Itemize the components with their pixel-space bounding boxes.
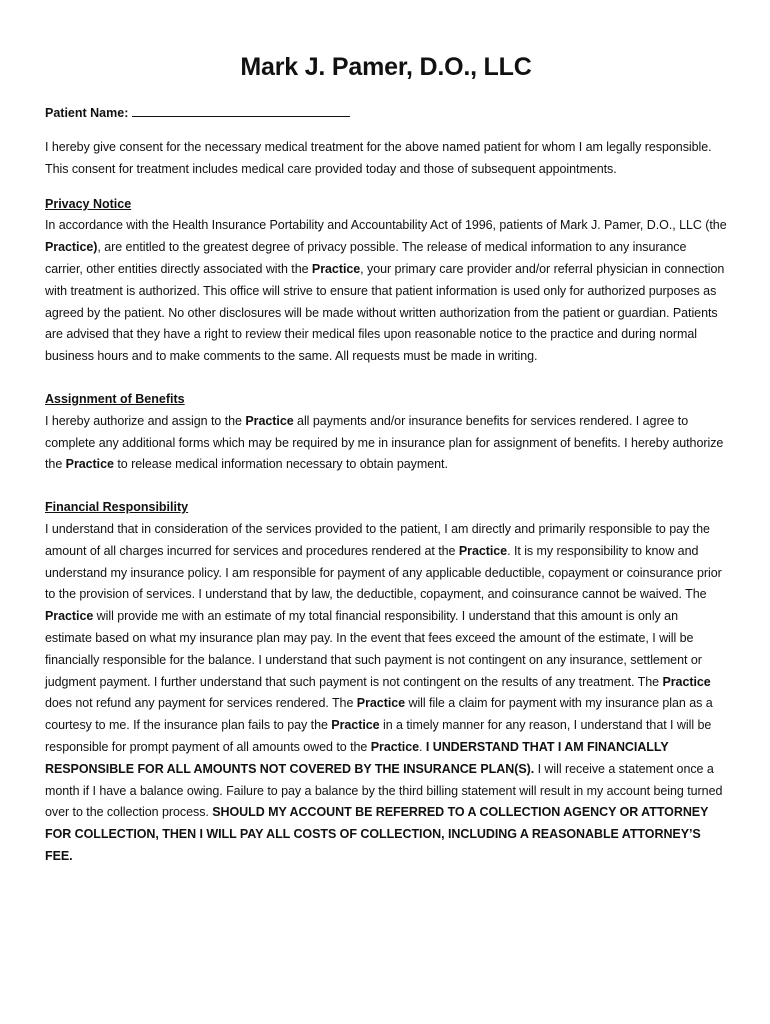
financial-text-4: does not refund any payment for services rendered. The <box>45 696 357 711</box>
patient-name-field[interactable] <box>132 102 350 117</box>
practice-term: Practice) <box>45 240 98 255</box>
consent-paragraph: I hereby give consent for the necessary medical treatment for the above named patient for whom I am legally responsible. This consent for treatment includes medical care provided today and those of subsequent appointments. <box>45 140 712 176</box>
practice-term: Practice <box>45 609 94 624</box>
financial-text-5: will file a claim for payment with my insurance plan as a courtesy to me. If the insurance plan fails to pay the <box>45 696 713 733</box>
document-page <box>45 50 727 868</box>
financial-responsibility-heading: Financial Responsibility <box>45 500 189 515</box>
financial-text-2: . It is my responsibility to know and understand my insurance policy. I am responsible for payment of any applicable deductible, copayment or coinsurance prior to the provision of services. I understand that by law, the deductible, copayment, and coinsurance cannot be waived. The <box>45 543 722 602</box>
assignment-text-3: to release medical information necessary to obtain payment. <box>113 457 448 472</box>
financial-text-8: I will receive a statement once a month if I have a balance owing. Failure to pay a balance by the third billing statement will result in my account being turned over to the collection process. <box>45 761 723 820</box>
financial-text-6: in a timely manner for any reason, I understand that I will be responsible for prompt payment of all amounts owed to the <box>45 718 712 754</box>
financial-responsibility-paragraph <box>45 519 727 868</box>
privacy-notice-paragraph <box>45 215 727 368</box>
financial-text-1: I understand that in consideration of the services provided to the patient, I am directly and primarily responsible to pay the amount of all charges incurred for services and procedures rendered at the <box>45 521 710 558</box>
page-title: Mark J. Pamer, D.O., LLC <box>240 53 532 81</box>
practice-term: Practice <box>662 674 711 689</box>
privacy-notice-heading: Privacy Notice <box>45 196 132 211</box>
privacy-text-2: , are entitled to the greatest degree of privacy possible. The release of medical information to any insurance carrier, other entities directly associated with the <box>45 240 687 276</box>
practice-term: Practice <box>65 457 114 472</box>
financial-text-3: will provide me with an estimate of my total financial responsibility. I understand that this amount is only an estimate based on what my insurance plan may pay. In the event that fees exceed the amount of the estimate, I will be financially responsible for the balance. I understand that such payment is not contingent on any insurance, settlement or judgment payment. I further understand that such payment is not contingent on the results of any treatment. The <box>45 609 702 689</box>
assignment-text-1: I hereby authorize and assign to the <box>45 413 246 428</box>
patient-name-row <box>45 102 727 124</box>
assignment-of-benefits-paragraph <box>45 411 727 476</box>
practice-term: Practice <box>311 261 361 276</box>
financial-text-7: . <box>419 739 426 754</box>
financial-responsibility-statement: I UNDERSTAND THAT I AM FINANCIALLY RESPONSIBLE FOR ALL AMOUNTS NOT COVERED BY THE INSURANCE PLAN(S). <box>45 739 669 776</box>
collection-statement: SHOULD MY ACCOUNT BE REFERRED TO A COLLECTION AGENCY OR ATTORNEY FOR COLLECTION, THEN I WILL PAY ALL COSTS OF COLLECTION, INCLUDING A REASONABLE ATTORNEY’S FEE. <box>45 805 709 863</box>
assignment-of-benefits-heading: Assignment of Benefits <box>45 391 185 406</box>
practice-term: Practice <box>245 413 294 428</box>
assignment-text-2: all payments and/or insurance benefits for services rendered. I agree to complete any additional forms which may be required by me in insurance plan for assignment of benefits. I hereby authorize the <box>45 413 724 472</box>
privacy-text-3: , your primary care provider and/or referral physician in connection with treatment is authorized. This office will strive to ensure that patient information is used only for authorized purposes as agreed by the patient. No other disclosures will be made without written authorization from the patient or guardian. Patients are advised that they have a right to review their medical files upon reasonable notice to the practice and during normal business hours and to make comments to the same. All requests must be made in writing. <box>45 261 725 364</box>
practice-term: Practice <box>458 543 508 558</box>
patient-name-label: Patient Name: <box>45 106 129 120</box>
practice-term: Practice <box>370 739 420 754</box>
privacy-notice-section <box>45 194 727 368</box>
assignment-of-benefits-section <box>45 389 727 476</box>
financial-responsibility-section <box>45 497 727 868</box>
practice-term: Practice <box>356 696 406 711</box>
practice-term: Practice <box>331 718 380 733</box>
privacy-text-1: In accordance with the Health Insurance Portability and Accountability Act of 1996, patients of Mark J. Pamer, D.O., LLC (the <box>45 218 727 233</box>
